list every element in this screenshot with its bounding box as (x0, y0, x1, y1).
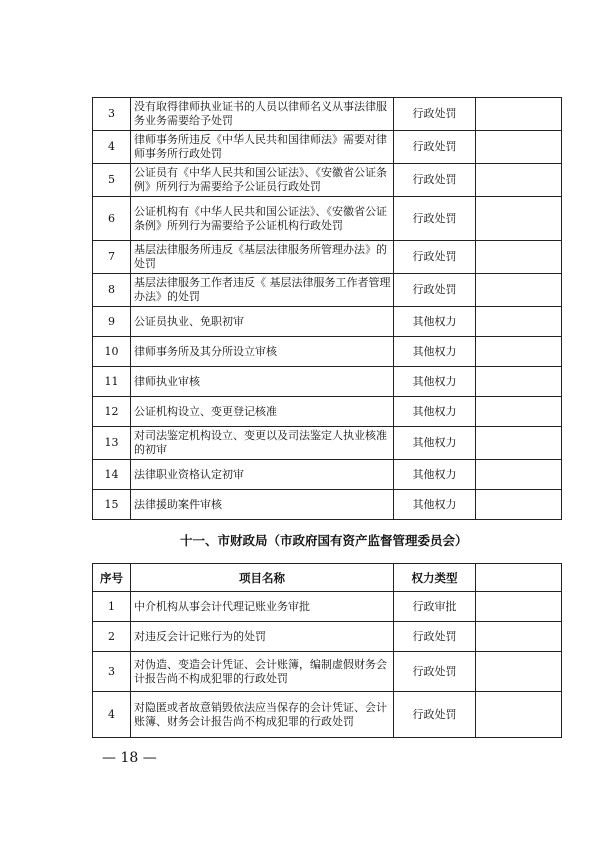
power-type: 其他权力 (394, 367, 476, 397)
table-row (93, 692, 562, 738)
power-type: 其他权力 (394, 427, 476, 460)
item-name: 对隐匿或者故意销毁依法应当保存的会计凭证、会计账簿、财务会计报告尚不构成犯罪的行政处罚 (131, 692, 394, 738)
blank-cell (476, 274, 562, 307)
row-number: 8 (93, 274, 131, 307)
item-name: 律师事务所违反《中华人民共和国律师法》需要对律师事务所行政处罚 (131, 131, 394, 164)
row-number: 13 (93, 427, 131, 460)
row-number: 10 (93, 337, 131, 367)
table-row (93, 164, 562, 197)
item-name: 公证员执业、免职初审 (131, 307, 394, 337)
item-name: 中介机构从事会计代理记账业务审批 (131, 592, 394, 622)
header-item-name: 项目名称 (131, 564, 394, 592)
blank-cell (476, 622, 562, 652)
header-power-type: 权力类型 (394, 564, 476, 592)
row-number: 7 (93, 241, 131, 274)
table-row (93, 241, 562, 274)
item-name: 公证机构设立、变更登记核准 (131, 397, 394, 427)
row-number: 6 (93, 197, 131, 241)
blank-cell (476, 337, 562, 367)
table-finance-powers (92, 563, 562, 738)
power-type: 行政处罚 (394, 197, 476, 241)
item-name: 对违反会计记账行为的处罚 (131, 622, 394, 652)
item-name: 对伪造、变造会计凭证、会计账簿，编制虚假财务会计报告尚不构成犯罪的行政处罚 (131, 652, 394, 692)
blank-cell (476, 307, 562, 337)
power-type: 其他权力 (394, 490, 476, 520)
row-number: 15 (93, 490, 131, 520)
item-name: 没有取得律师执业证书的人员以律师名义从事法律服务业务需要给予处罚 (131, 98, 394, 131)
table-row (93, 367, 562, 397)
item-name: 公证机构有《中华人民共和国公证法》、《安徽省公证条例》所列行为需要给予公证机构行政处罚 (131, 197, 394, 241)
page-number: — 18 — (102, 750, 157, 766)
blank-cell (476, 652, 562, 692)
table-row (93, 622, 562, 652)
row-number: 12 (93, 397, 131, 427)
item-name: 法律职业资格认定初审 (131, 460, 394, 490)
item-name: 律师执业审核 (131, 367, 394, 397)
item-name: 基层法律服务所违反《基层法律服务所管理办法》的处罚 (131, 241, 394, 274)
blank-cell (476, 164, 562, 197)
power-type: 其他权力 (394, 307, 476, 337)
header-blank (476, 564, 562, 592)
table-row (93, 98, 562, 131)
blank-cell (476, 490, 562, 520)
table-row (93, 337, 562, 367)
header-number: 序号 (93, 564, 131, 592)
table-row (93, 490, 562, 520)
row-number: 4 (93, 131, 131, 164)
power-type: 行政处罚 (394, 131, 476, 164)
blank-cell (476, 592, 562, 622)
table-row (93, 197, 562, 241)
row-number: 3 (93, 652, 131, 692)
power-type: 行政处罚 (394, 622, 476, 652)
row-number: 4 (93, 692, 131, 738)
power-type: 行政处罚 (394, 274, 476, 307)
row-number: 5 (93, 164, 131, 197)
row-number: 14 (93, 460, 131, 490)
row-number: 3 (93, 98, 131, 131)
item-name: 对司法鉴定机构设立、变更以及司法鉴定人执业核准的初审 (131, 427, 394, 460)
item-name: 基层法律服务工作者违反《 基层法律服务工作者管理办法》的处罚 (131, 274, 394, 307)
table-row (93, 427, 562, 460)
power-type: 行政处罚 (394, 241, 476, 274)
blank-cell (476, 692, 562, 738)
blank-cell (476, 241, 562, 274)
power-type: 其他权力 (394, 460, 476, 490)
power-type: 行政处罚 (394, 98, 476, 131)
row-number: 1 (93, 592, 131, 622)
table-judicial-powers (92, 97, 562, 520)
item-name: 法律援助案件审核 (131, 490, 394, 520)
power-type: 行政处罚 (394, 164, 476, 197)
row-number: 9 (93, 307, 131, 337)
blank-cell (476, 98, 562, 131)
table-header-row (93, 564, 562, 592)
blank-cell (476, 427, 562, 460)
item-name: 公证员有《中华人民共和国公证法》、《安徽省公证条例》所列行为需要给予公证员行政处罚 (131, 164, 394, 197)
section-title: 十一、市财政局（市政府国有资产监督管理委员会） (180, 533, 468, 548)
table-row (93, 592, 562, 622)
power-type: 其他权力 (394, 337, 476, 367)
table-row (93, 307, 562, 337)
row-number: 2 (93, 622, 131, 652)
table-row (93, 460, 562, 490)
power-type: 其他权力 (394, 397, 476, 427)
blank-cell (476, 367, 562, 397)
power-type: 行政审批 (394, 592, 476, 622)
table-row (93, 274, 562, 307)
row-number: 11 (93, 367, 131, 397)
blank-cell (476, 131, 562, 164)
table-row (93, 397, 562, 427)
power-type: 行政处罚 (394, 652, 476, 692)
item-name: 律师事务所及其分所设立审核 (131, 337, 394, 367)
blank-cell (476, 197, 562, 241)
power-type: 行政处罚 (394, 692, 476, 738)
blank-cell (476, 397, 562, 427)
blank-cell (476, 460, 562, 490)
table-row (93, 131, 562, 164)
table-row (93, 652, 562, 692)
